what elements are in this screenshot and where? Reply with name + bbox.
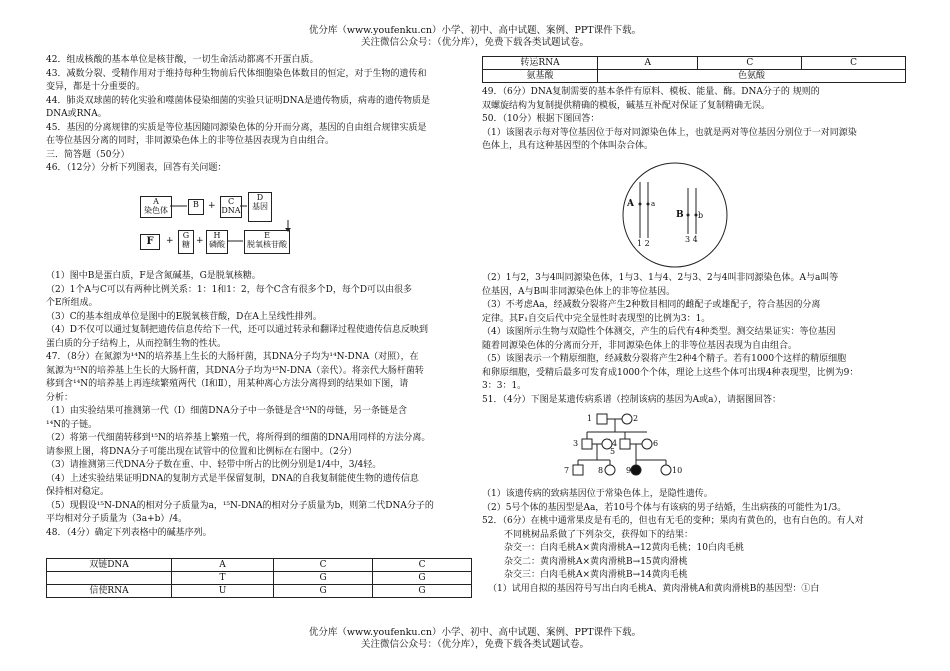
- pedigree-label-8: 8: [598, 466, 604, 475]
- q46-1: （1）图中B是蛋白质，F是含氮碱基，G是脱氧核糖。: [46, 271, 261, 281]
- chromosome-numbers-34: 3 4: [685, 235, 698, 244]
- q50-3-line2: 定律。其F₁自交后代中完全显性时表现型的比例为3：1。: [482, 313, 711, 324]
- pedigree-label-5: 5: [610, 447, 616, 456]
- q43-line2: 变异，都是十分重要的。: [46, 82, 146, 92]
- table-row: [47, 559, 472, 572]
- q42: 42．组成核酸的基本单位是核苷酸，一切生命活动都离不开蛋白质。: [46, 55, 319, 65]
- table-row: [47, 572, 472, 585]
- q47-3: （3）请推测第三代DNA分子数在重、中、轻带中所占的比例分别是1/4中，3/4轻。: [46, 460, 382, 470]
- q44-line2: DNA或RNA。: [46, 109, 107, 119]
- q50: 50．（10分）根据下图回答：: [482, 114, 600, 124]
- q50-1-line2: 色体上，具有这种基因型的个体叫杂合体。: [482, 141, 654, 151]
- table-cell: A: [172, 559, 274, 572]
- q50-5-line3: 3：3：1。: [482, 381, 527, 391]
- q46-4-line2: 蛋白质的分子结构上，从而控制生物的性状。: [46, 338, 227, 349]
- q47-2-line2: 请参照上图，将DNA分子可能出现在试管中的位置和比例标在右图中。（2分）: [46, 446, 357, 457]
- box-C-DNA: C DNA: [220, 196, 242, 218]
- table-cell: T: [172, 572, 274, 585]
- allele-B-label: B: [676, 210, 684, 220]
- q48-table: [46, 558, 472, 598]
- q46-3: （3）C的基本组成单位是图中的E脱氧核苷酸，D在A上呈线性排列。: [46, 311, 322, 322]
- q52-cross-2: 杂交二：黄肉滑桃A×黄肉滑桃B→15黄肉滑桃: [504, 556, 688, 567]
- left-column-lower: [46, 270, 476, 540]
- box-E-nucleotide: E 脱氧核苷酸: [244, 230, 290, 254]
- q47-line4: 分析：: [46, 392, 74, 403]
- table-cell: G: [274, 585, 373, 598]
- box-H-phosphate: H 磷酸: [206, 230, 228, 254]
- table-cell: [47, 572, 172, 585]
- q47-5-line2: 平均相对分子质量为（3a+b）/4。: [46, 514, 188, 524]
- allele-b-label: b: [698, 211, 704, 220]
- q47-4-line1: （4）上述实验结果证明DNA的复制方式是半保留复制，DNA的自我复制能使生物的遗传信息: [46, 473, 419, 484]
- table-cell: C: [802, 57, 906, 70]
- box-B: B: [188, 199, 204, 215]
- q50-2-line2: 位基因，A与B叫非同源染色体上的非等位基因。: [482, 286, 676, 297]
- diagram-arrows: [130, 188, 300, 258]
- pedigree-label-3: 3: [573, 439, 579, 448]
- right-column: [482, 86, 912, 154]
- q45-line1: 45．基因的分离规律的实质是等位基因随同源染色体的分开而分离，基因的自由组合规律实质是: [46, 122, 427, 133]
- header-line-2: 关注微信公众号：（优分库），免费下载各类试题试卷。: [360, 37, 589, 48]
- table-cell: 转运RNA: [483, 57, 598, 70]
- q49-line2: 双螺旋结构为复制提供精确的模板，碱基互补配对保证了复制精确无误。: [482, 100, 771, 111]
- q47-line1: 47．（8分）在氮源为¹⁴N的培养基上生长的大肠杆菌，其DNA分子均为¹⁴N-DNA（对照），在: [46, 352, 419, 362]
- q50-2-line1: （2）1与2，3与4叫同源染色体，1与3、1与4、2与3、2与4叫非同源染色体。A与a叫等: [482, 273, 839, 283]
- q47-1-line1: （1）由实验结果可推测第一代（Ⅰ）细菌DNA分子中一条链是含¹⁵N的母链，另一条链是含: [46, 406, 407, 416]
- q47-1-line2: ¹⁴N的子链。: [46, 419, 98, 430]
- pedigree-label-1: 1: [587, 414, 593, 423]
- table-row: [483, 57, 906, 70]
- box-A-chromosome: A 染色体: [140, 196, 172, 218]
- q49-line1: 49．（6分）DNA复制需要的基本条件有原料、模板、能量、酶。DNA分子的 规则的: [482, 87, 820, 97]
- table-row: [47, 585, 472, 598]
- q51-2: （2）5号个体的基因型是Aa，若10号个体与有该病的男子结婚，生出病孩的可能性为1/3。: [482, 502, 847, 513]
- table-cell: C: [274, 559, 373, 572]
- allele-a-label: a: [651, 200, 656, 208]
- q50-3-line1: （3）不考虑Aa，经减数分裂将产生2种数目相同的雌配子或雄配子，符合基因的分离: [482, 300, 821, 310]
- box-D-gene: D 基因: [248, 192, 272, 222]
- table-cell: G: [373, 585, 472, 598]
- table-cell: G: [274, 572, 373, 585]
- box-F: F: [140, 234, 160, 250]
- pedigree-label-7: 7: [564, 466, 570, 475]
- table-cell: 氨基酸: [483, 70, 598, 83]
- table-cell: C: [698, 57, 802, 70]
- q50-4-line2: 随着同源染色体的分离而分开，非同源染色体上的非等位基因表现为自由组合。: [482, 340, 798, 351]
- q47-line3: 移到含¹⁴N的培养基上再连续繁殖两代（Ⅰ和Ⅱ），用某种离心方法分离得到的结果如下图，请: [46, 379, 409, 389]
- table-cell: 信使RNA: [47, 585, 172, 598]
- table-cell: G: [373, 572, 472, 585]
- left-column: [46, 54, 476, 176]
- allele-A-label: A: [627, 199, 634, 209]
- pedigree-label-4: 4: [612, 439, 618, 448]
- q46-2-line2: 个E所组成。: [46, 298, 98, 308]
- q51-1: （1）该遗传病的致病基因位于常染色体上，是隐性遗传。: [482, 489, 713, 499]
- table-cell: A: [598, 57, 698, 70]
- pedigree-label-6: 6: [653, 439, 659, 448]
- plus-sign: +: [208, 201, 216, 211]
- q52-cross-1: 杂交一：白肉毛桃A×黄肉滑桃A→12黄肉毛桃；10白肉毛桃: [504, 543, 744, 553]
- right-top-table: [482, 56, 906, 83]
- q52-line2: 不同桃树品系做了下列杂交，获得如下的结果：: [504, 529, 694, 540]
- box-G-sugar: G 糖: [178, 230, 194, 254]
- right-column-mid: [482, 272, 912, 407]
- q45-line2: 在等位基因分离的同时，非同源染色体上的非等位基因表现为自由组合。: [46, 136, 335, 146]
- pedigree-label-10: 10: [672, 466, 683, 475]
- q47-4-line2: 保持相对稳定。: [46, 487, 110, 497]
- q46: 46．（12分）分析下列图表，回答有关问题：: [46, 163, 227, 173]
- table-row: [483, 70, 906, 83]
- q44-line1: 44．肺炎双球菌的转化实验和噬菌体侵染细菌的实验只证明DNA是遗传物质，病毒的遗传物质是: [46, 95, 431, 106]
- q50-4-line1: （4）该图所示生物与双隐性个体测交，产生的后代有4种类型。测交结果证实：等位基因: [482, 327, 836, 337]
- plus-sign-2: +: [166, 236, 174, 246]
- table-cell: 色氨酸: [598, 70, 906, 83]
- table-cell: U: [172, 585, 274, 598]
- table-cell: 双链DNA: [47, 559, 172, 572]
- footer-line-1: 优分库（www.youfenku.cn）小学、初中、高中试题、案例、PPT课件下载。: [308, 627, 642, 638]
- cell-diagram: [620, 160, 730, 270]
- q46-4-line1: （4）D不仅可以通过复制把遗传信息传给下一代，还可以通过转录和翻译过程使遗传信息反映到: [46, 325, 428, 335]
- pedigree-label-9: 9: [626, 466, 632, 475]
- q47-2-line1: （2）将第一代细菌转移到¹⁵N的培养基上繁殖一代，将所得到的细菌的DNA用同样的方法分离。: [46, 433, 431, 443]
- plus-sign-3: +: [196, 236, 204, 246]
- chromosome-numbers-12: 1 2: [637, 239, 650, 248]
- q52-cross-3: 杂交三：白肉毛桃A×黄肉滑桃B→14黄肉毛桃: [504, 570, 688, 580]
- pedigree-label-2: 2: [633, 414, 639, 423]
- q52-1: （1）试用自拟的基因符号写出白肉毛桃A、黄肉滑桃A和黄肉滑桃B的基因型：①白: [488, 583, 820, 594]
- footer-line-2: 关注微信公众号：（优分库），免费下载各类试题试卷。: [360, 639, 589, 650]
- q48: 48．（4分）确定下列表格中的碱基序列。: [46, 527, 212, 538]
- q47-line2: 氮源为¹⁵N的培养基上生长的大肠杆菌，其DNA分子均为¹⁵N-DNA（亲代）。将亲代大肠杆菌转: [46, 365, 424, 376]
- q46-2-line1: （2）1个A与C可以有两种比例关系：1：1和1：2，每个C含有很多个D，每个D可以由很多: [46, 284, 413, 295]
- q47-5-line1: （5）现假设¹⁵N-DNA的相对分子质量为a，¹⁵N-DNA的相对分子质量为b，则第二代DNA分子的: [46, 500, 434, 511]
- q43-line1: 43．减数分裂、受精作用对于维持每种生物前后代体细胞染色体数目的恒定，对于生物的遗传和: [46, 68, 427, 79]
- q50-5-line2: 和卵原细胞，受精后最多可发育成1000个个体，理论上这些个体可出现4种表现型，比例为9：: [482, 367, 859, 378]
- q52-line1: 52．（6分）在桃中通常果皮是有毛的，但也有无毛的变种；果肉有黄色的，也有白色的。有人对: [482, 516, 864, 526]
- header-line-1: 优分库（www.youfenku.cn）小学、初中、高中试题、案例、PPT课件下载。: [308, 25, 642, 36]
- section-3-title: 三．简答题（50分）: [46, 149, 130, 160]
- q50-1-line1: （1）该图表示每对等位基因位于每对同源染色体上，也就是两对等位基因分别位于一对同源染: [482, 127, 857, 138]
- right-column-lower: [482, 488, 912, 596]
- table-cell: C: [373, 559, 472, 572]
- q50-5-line1: （5）该图表示一个精原细胞，经减数分裂将产生2种4个精子。若有1000个这样的精原细胞: [482, 354, 847, 364]
- q51: 51．（4分）下图是某遗传病系谱（控制该病的基因为A或a），请据图回答：: [482, 394, 782, 405]
